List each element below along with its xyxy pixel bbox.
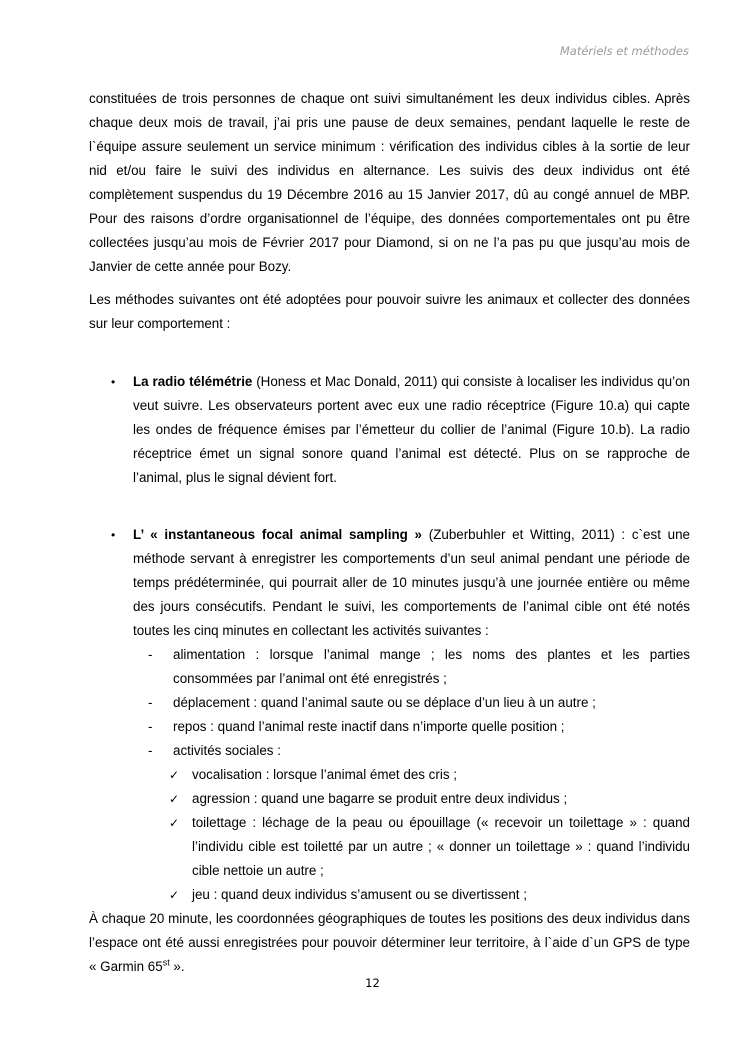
list-item-social-activity	[133, 787, 690, 811]
activity-text: déplacement : quand l’animal saute ou se déplace d’un lieu à un autre ;	[173, 695, 596, 710]
checkmark-icon: ✓	[169, 768, 180, 782]
page-body	[89, 87, 690, 979]
running-header: Matériels et méthodes	[559, 44, 689, 58]
description-radio-telemetry: (Honess et Mac Donald, 2011) qui consiste à localiser les individus qu’on veut suivre. Les observateurs portent avec eux une radio réceptrice (Figure 10.a) qui capte les ondes de fréquence émises par l’émetteur du collier de l’animal (Figure 10.b). La radio réceptrice émet un signal sonore quand l’animal est détecté. Plus on se rapproche de l’animal, plus le signal dévient fort.	[133, 374, 690, 485]
list-item-social-activity	[133, 763, 690, 787]
page-number: 12	[365, 976, 380, 990]
list-item-activity	[133, 715, 690, 739]
checkmark-icon: ✓	[169, 816, 180, 830]
list-item-focal-sampling	[89, 523, 690, 907]
activity-text: alimentation : lorsque l’animal mange ; les noms des plantes et les parties consommées par l’animal ont été enregistrés ;	[173, 647, 690, 686]
paragraph-methods: Les méthodes suivantes ont été adoptées pour pouvoir suivre les animaux et collecter des données sur leur comportement :	[89, 292, 690, 331]
gps-text: À chaque 20 minute, les coordonnées géographiques de toutes les positions des deux individus dans l’espace ont été aussi enregistrées pour pouvoir déterminer leur territoire, à l`aide d`un GPS de type « Garmin 65	[89, 911, 690, 974]
list-item-radio-telemetry	[89, 370, 690, 490]
gps-superscript: st	[162, 957, 170, 968]
list-item-social-activity	[133, 811, 690, 883]
methods-list	[89, 370, 690, 907]
paragraph-gps	[89, 907, 690, 979]
checkmark-icon: ✓	[169, 792, 180, 806]
dash-icon: -	[148, 647, 153, 662]
term-focal-sampling: L’ « instantaneous focal animal sampling »	[133, 527, 422, 542]
dash-icon: -	[148, 719, 153, 734]
gps-suffix: ».	[169, 959, 185, 974]
bullet-icon: •	[111, 375, 116, 389]
social-activity-text: jeu : quand deux individus s’amusent ou se divertissent ;	[192, 887, 527, 902]
list-item-activity	[133, 739, 690, 907]
paragraph-intro: constituées de trois personnes de chaque ont suivi simultanément les deux individus cibles. Après chaque deux mois de travail, j’ai pris une pause de deux semaines, pendant laquelle le reste de l`équipe assure seulement un service minimum : vérification des individus cibles à la sortie de leur nid et/ou faire le suivi des individus en alternance. Les suivis des deux individus ont été complètement suspendus du 19 Décembre 2016 au 15 Janvier 2017, dû au congé annuel de MBP. Pour des raisons d’ordre organisationnel de l’équipe, des données comportementales ont pu être collectées jusqu’au mois de Février 2017 pour Diamond, si on ne l’a pas pu que jusqu’au mois de Janvier de cette année pour Bozy.	[89, 91, 690, 274]
bullet-icon: •	[111, 528, 116, 542]
list-item-activity	[133, 691, 690, 715]
list-item-social-activity	[133, 883, 690, 907]
activity-text: repos : quand l’animal reste inactif dans n’importe quelle position ;	[173, 719, 565, 734]
dash-icon: -	[148, 743, 153, 758]
social-activity-text: agression : quand une bagarre se produit entre deux individus ;	[192, 791, 568, 806]
checkmark-icon: ✓	[169, 888, 180, 902]
social-activity-text: vocalisation : lorsque l’animal émet des cris ;	[192, 767, 457, 782]
social-activities-list	[169, 763, 690, 907]
list-item-activity	[133, 643, 690, 691]
term-radio-telemetry: La radio télémétrie	[133, 374, 253, 389]
social-activity-text: toilettage : léchage de la peau ou épouillage (« recevoir un toilettage » : quand l’individu cible est toiletté par un autre ; « donner un toilettage » : quand l’individu cible nettoie un autre ;	[192, 815, 690, 878]
activities-list	[133, 643, 690, 907]
dash-icon: -	[148, 695, 153, 710]
description-focal-sampling: (Zuberbuhler et Witting, 2011) : c`est une méthode servant à enregistrer les comportements d’un seul animal pendant une période de temps prédéterminée, qui pourrait aller de 10 minutes jusqu’à une journée entière ou même des jours consécutifs. Pendant le suivi, les comportements de l’animal cible ont été notés toutes les cinq minutes en collectant les activités suivantes :	[133, 527, 690, 638]
activity-text: activités sociales :	[173, 743, 281, 758]
